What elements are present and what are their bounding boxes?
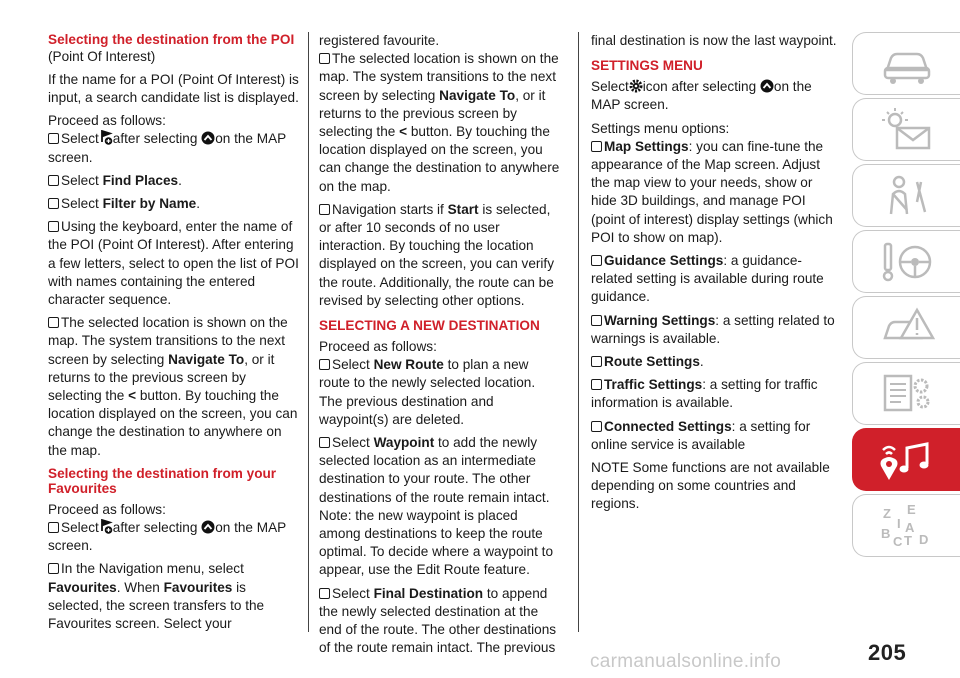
index-letter: B	[880, 526, 890, 542]
column-1	[48, 32, 300, 638]
step-item: Select Waypoint to add the newly selected location as an intermediate destination to your route. The other destinations of the route remain intact. Note: the new waypoint is placed among destinations to keep the route optimal. To decide where a waypoint to appear, use the Edit Route feature.	[319, 435, 554, 578]
option-item: Warning Settings: a setting related to warnings is available.	[591, 312, 835, 346]
checkbox-bullet-icon	[591, 356, 602, 367]
destination-flag-icon	[99, 130, 113, 146]
checkbox-bullet-icon	[48, 175, 59, 186]
chevron-up-icon	[760, 78, 774, 94]
column-3	[591, 32, 841, 519]
tab-emergency[interactable]	[852, 296, 960, 359]
step-item: Select Final Destination to append the newly selected destination at the end of the route. The other destinations of the route remain intact. The previous	[319, 585, 557, 656]
checkbox-bullet-icon	[591, 141, 602, 152]
paragraph: final destination is now the last waypoint.	[591, 33, 837, 48]
page-number: 205	[868, 640, 907, 665]
step-item: Select Filter by Name.	[48, 195, 300, 213]
column-divider	[308, 32, 309, 632]
car-warning-icon	[877, 304, 937, 350]
checkbox-bullet-icon	[48, 563, 59, 574]
tab-safety[interactable]	[852, 164, 960, 227]
index-letter: E	[906, 502, 916, 518]
checkbox-bullet-icon	[591, 315, 602, 326]
option-item: Guidance Settings: a guidance-related setting is available during route guidance.	[591, 253, 824, 305]
index-icon	[877, 502, 937, 548]
column-2	[319, 32, 560, 663]
checkbox-bullet-icon	[591, 255, 602, 266]
checkbox-bullet-icon	[319, 53, 330, 64]
index-letter: I	[896, 516, 901, 532]
tab-multimedia[interactable]	[852, 428, 960, 491]
index-letter: Z	[882, 506, 891, 522]
paragraph: Proceed as follows:	[319, 339, 437, 355]
chevron-up-icon	[201, 130, 215, 146]
heading-subtitle: (Point Of Interest)	[48, 48, 156, 64]
warning-lights-icon	[877, 106, 937, 152]
section-heading-favourites: Selecting the destination from your Favourites	[48, 465, 277, 497]
paragraph: Proceed as follows:	[48, 113, 166, 129]
checkbox-bullet-icon	[48, 522, 59, 533]
seatbelt-airbag-icon	[877, 172, 937, 218]
step-item: Select Find Places.	[48, 172, 300, 190]
index-letter: A	[904, 520, 914, 536]
column-divider	[578, 32, 579, 632]
chevron-up-icon	[201, 519, 215, 535]
step-item: Select after selecting on the MAP screen.	[48, 131, 286, 165]
paragraph: Proceed as follows:	[48, 501, 166, 517]
tab-vehicle[interactable]	[852, 32, 960, 95]
watermark: carmanualsonline.info	[590, 651, 782, 672]
steering-maintenance-icon	[877, 238, 937, 284]
note: NOTE Some functions are not available depending on some countries and regions.	[591, 460, 830, 512]
technical-data-icon	[877, 370, 937, 416]
checkbox-bullet-icon	[48, 198, 59, 209]
paragraph: registered favourite.	[319, 33, 440, 48]
index-letter: D	[918, 532, 928, 548]
paragraph: If the name for a POI (Point Of Interest) is input, a search candidate list is displayed.	[48, 71, 299, 105]
tab-technical-data[interactable]	[852, 362, 960, 425]
gear-icon	[629, 78, 643, 94]
checkbox-bullet-icon	[48, 317, 59, 328]
step-item: Select after selecting on the MAP screen.	[48, 519, 286, 554]
step-item: The selected location is shown on the map. The system transitions to the next screen by selecting Navigate To, or it returns to the previous screen by selecting the < button. By touching the location displayed on the screen, you can change the destination to anywhere on the map.	[319, 51, 560, 194]
option-item: Connected Settings: a setting for online service is available	[591, 418, 811, 452]
checkbox-bullet-icon	[319, 359, 330, 370]
step-item: Using the keyboard, enter the name of the POI (Point Of Interest). After entering a few letters, select to open the list of POI with names containing the entered character sequence.	[48, 219, 299, 307]
step-item: In the Navigation menu, select Favourites. When Favourites is selected, the screen transfers to the Favourites screen. Select your	[48, 561, 265, 631]
paragraph: Select icon after selecting on the MAP screen.	[591, 79, 812, 113]
checkbox-bullet-icon	[591, 421, 602, 432]
checkbox-bullet-icon	[48, 221, 59, 232]
multimedia-icon	[877, 436, 937, 482]
tab-warning-lights[interactable]	[852, 98, 960, 161]
tab-index[interactable]	[852, 494, 960, 557]
chapter-tabs	[852, 32, 960, 560]
option-item: Route Settings.	[591, 353, 841, 371]
step-item: Navigation starts if Start is selected, or after 10 seconds of no user interaction. By touching the location displayed on the screen, you can verify the route. Additionally, the route can be revised by selecting other options.	[319, 201, 555, 308]
step-item: The selected location is shown on the map. The system transitions to the next screen by selecting Navigate To, or it returns to the previous screen by selecting the < button. By touching the location displayed on the screen, you can change the destination to anywhere on the map.	[48, 315, 298, 458]
checkbox-bullet-icon	[319, 204, 330, 215]
section-heading-settings-menu: SETTINGS MENU	[591, 58, 703, 74]
index-letter: T	[903, 533, 912, 549]
checkbox-bullet-icon	[319, 437, 330, 448]
tab-starting-driving[interactable]	[852, 230, 960, 293]
paragraph: Settings menu options:	[591, 120, 730, 136]
checkbox-bullet-icon	[591, 379, 602, 390]
checkbox-bullet-icon	[48, 133, 59, 144]
section-heading-new-destination: SELECTING A NEW DESTINATION	[319, 318, 540, 334]
option-item: Traffic Settings: a setting for traffic information is available.	[591, 377, 818, 411]
index-letter: C	[892, 534, 902, 549]
section-heading-poi: Selecting the destination from the POI	[48, 32, 295, 47]
option-item: Map Settings: you can fine-tune the appearance of the Map screen. Adjust the map view to your needs, show or hide 3D buildings, and manage POI (point of interest) display settings (which POI to show on map).	[591, 138, 833, 245]
checkbox-bullet-icon	[319, 588, 330, 599]
car-icon	[877, 40, 937, 86]
destination-flag-icon	[99, 519, 113, 535]
step-item: Select New Route to plan a new route to the newly selected location. The previous destination and waypoint(s) are deleted.	[319, 357, 536, 427]
